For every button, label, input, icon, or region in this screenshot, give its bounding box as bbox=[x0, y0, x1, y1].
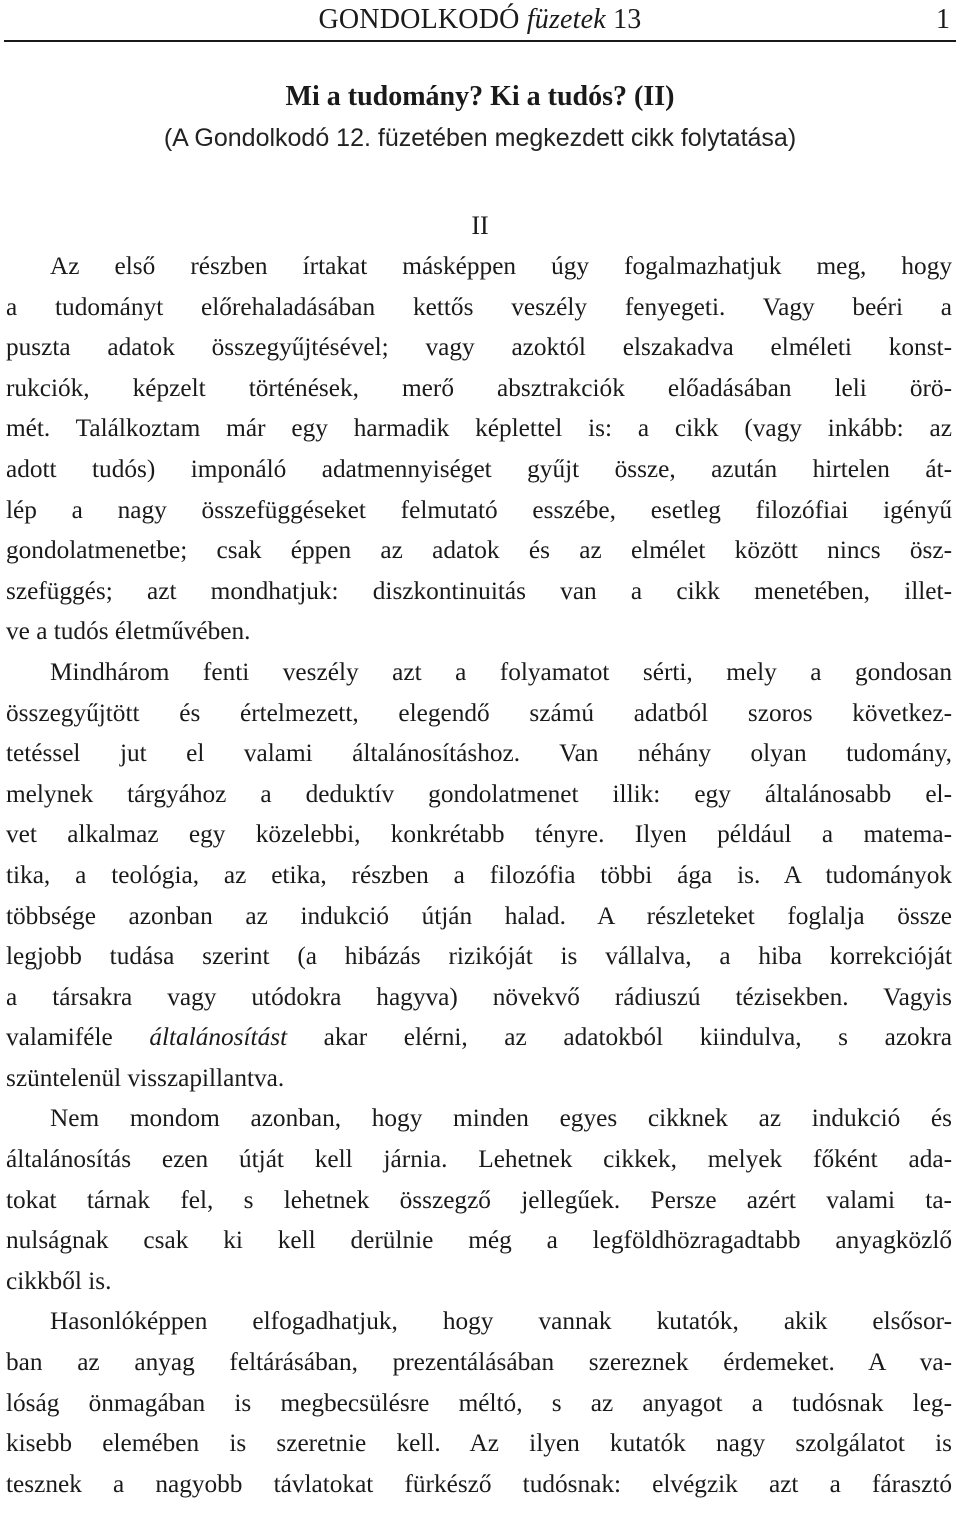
text-line: a tudományt előrehaladásában kettős veszély fenyegeti. Vagy beéri a bbox=[6, 292, 952, 321]
text-line: kisebb elemében is szeretnie kell. Az ilyen kutatók nagy szolgálatot is bbox=[6, 1429, 952, 1458]
text-line: többsége azonban az indukció útján halad. A részleteket foglalja össze bbox=[6, 901, 952, 930]
article-subtitle: (A Gondolkodó 12. füzetében megkezdett cikk folytatása) bbox=[163, 124, 797, 152]
text-line: legjobb tudása szerint (a hibázás rizikóját is vállalva, a hiba korrekcióját bbox=[6, 942, 952, 971]
text-line: vet alkalmaz egy közelebbi, konkrétabb tényre. Ilyen például a matema- bbox=[6, 820, 952, 849]
text-line bbox=[6, 1017, 952, 1058]
text-line: tetéssel jut el valami általánosításhoz. Van néhány olyan tudomány, bbox=[6, 739, 952, 768]
text-line: összegyűjtött és értelmezett, elegendő számú adatból szoros következ- bbox=[6, 698, 952, 727]
text-line: gondolatmenetbe; csak éppen az adatok és az elmélet között nincs ösz- bbox=[6, 536, 952, 565]
article-body bbox=[6, 246, 952, 1504]
text-line: tesznek a nagyobb távlatokat fürkésző tudósnak: elvégzik azt a fárasztó bbox=[6, 1469, 952, 1498]
text-line: tokat tárnak fel, s lehetnek összegző jellegűek. Persze azért valami ta- bbox=[6, 1185, 952, 1214]
text-line: puszta adatok összegyűjtésével; vagy azoktól elszakadva elméleti konst- bbox=[6, 333, 952, 362]
page-number: 1 bbox=[936, 4, 950, 35]
text-line: Hasonlóképpen elfogadhatjuk, hogy vannak kutatók, akik elsősor- bbox=[50, 1307, 952, 1336]
text-line: tika, a teológia, az etika, részben a filozófia többi ága is. A tudományok bbox=[6, 860, 952, 889]
text-segment: akar elérni, az adatokból kiindulva, s azokra bbox=[287, 1023, 952, 1052]
text-line: szüntelenül visszapillantva. bbox=[6, 1063, 285, 1092]
text-line: rukciók, képzelt történések, merő absztrakciók előadásában leli örö- bbox=[6, 373, 952, 402]
text-line: ve a tudós életművében. bbox=[6, 617, 251, 646]
text-line: ban az anyag feltárásában, prezentálásában szereznek érdemeket. A va- bbox=[6, 1348, 952, 1377]
text-line: lép a nagy összefüggéseket felmutató esszébe, esetleg filozófiai igényű bbox=[6, 495, 952, 524]
emphasized-term: általánosítást bbox=[149, 1023, 288, 1052]
text-line: lóság önmagában is megbecsülésre méltó, s az anyagot a tudósnak leg- bbox=[6, 1388, 952, 1417]
text-line: melynek tárgyához a deduktív gondolatmenet illik: egy általánosabb el- bbox=[6, 779, 952, 808]
text-line: nulságnak csak ki kell derülnie még a legföldhözragadtabb anyagközlő bbox=[6, 1226, 952, 1255]
running-header bbox=[0, 0, 960, 40]
text-line: Nem mondom azonban, hogy minden egyes cikknek az indukció és bbox=[50, 1104, 952, 1133]
journal-heading bbox=[0, 4, 960, 36]
text-segment: valamiféle bbox=[6, 1023, 150, 1052]
text-line: általánosítás ezen útját kell járnia. Lehetnek cikkek, melyek főként ada- bbox=[6, 1145, 952, 1174]
text-line: adott tudós) imponáló adatmennyiséget gyűjt össze, azután hirtelen át- bbox=[6, 454, 952, 483]
text-line: Mindhárom fenti veszély azt a folyamatot sérti, mely a gondosan bbox=[50, 657, 952, 686]
text-line: mét. Találkoztam már egy harmadik képlettel is: a cikk (vagy inkább: az bbox=[6, 414, 952, 443]
issue-number: 13 bbox=[613, 4, 642, 35]
text-line: cikkből is. bbox=[6, 1266, 112, 1295]
text-line: Az első részben írtakat másképpen úgy fogalmazhatjuk meg, hogy bbox=[50, 252, 952, 280]
section-number: II bbox=[471, 211, 489, 240]
article-title: Mi a tudomány? Ki a tudós? (II) bbox=[285, 81, 675, 112]
header-rule bbox=[4, 40, 956, 42]
text-line: szefüggés; azt mondhatjuk: diszkontinuitás van a cikk menetében, illet- bbox=[6, 576, 952, 605]
series-name: füzetek bbox=[526, 4, 606, 35]
text-line: a társakra vagy utódokra hagyva) növekvő rádiuszú tézisekben. Vagyis bbox=[6, 982, 952, 1011]
journal-name: GONDOLKODÓ bbox=[318, 4, 520, 35]
